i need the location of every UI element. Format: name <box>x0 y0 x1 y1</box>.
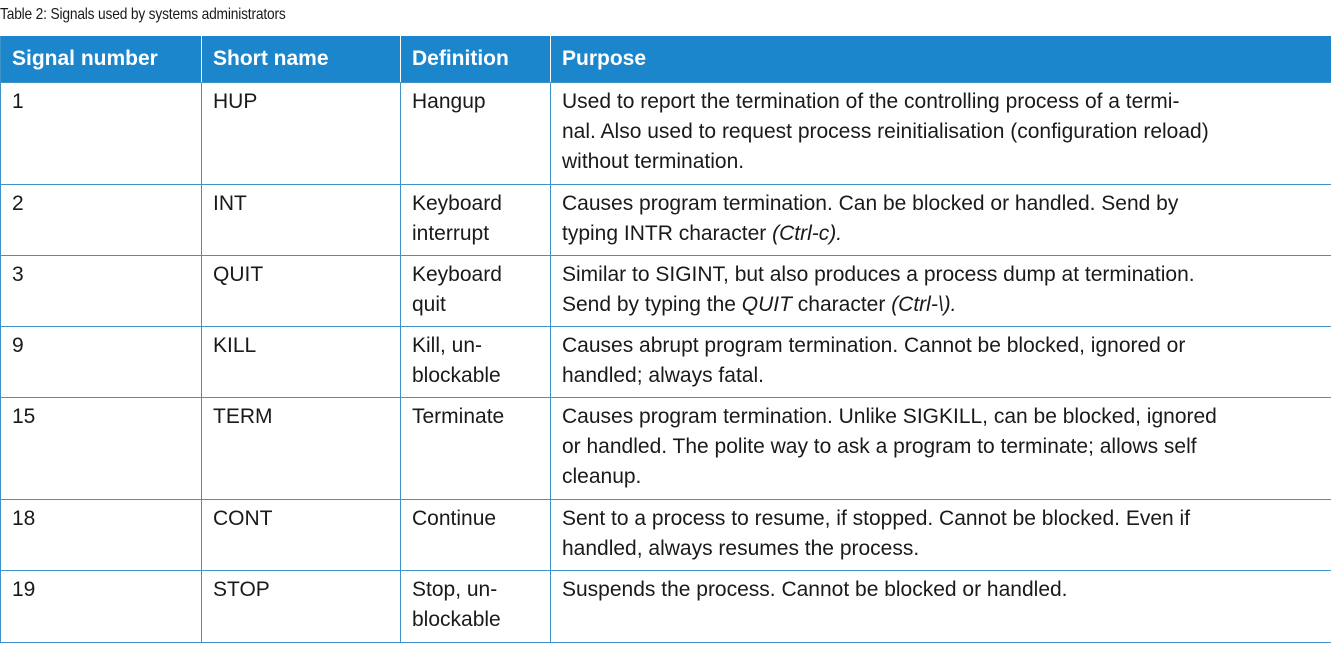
column-header-signal-number: Signal number <box>1 36 202 83</box>
short-name-cell: STOP <box>202 571 401 643</box>
table-row <box>1 83 1331 185</box>
signal-number-cell: 1 <box>1 83 202 185</box>
purpose-cell <box>551 571 1331 643</box>
definition-cell <box>401 398 551 500</box>
character-name-text: QUIT <box>741 293 792 316</box>
purpose-line: handled, always resumes the process. <box>562 537 920 560</box>
purpose-line: handled; always fatal. <box>562 364 764 387</box>
definition-cell <box>401 256 551 327</box>
purpose-line: Suspends the process. Cannot be blocked or handled. <box>562 578 1068 601</box>
definition-line: interrupt <box>412 222 490 245</box>
purpose-text: Send by typing the <box>562 293 742 316</box>
purpose-line: or handled. The polite way to ask a program to terminate; allows self <box>562 435 1197 458</box>
purpose-line: without termination. <box>562 150 745 173</box>
definition-line: Hangup <box>412 90 486 113</box>
definition-line: quit <box>412 293 446 316</box>
definition-line: blockable <box>412 364 501 387</box>
purpose-text: typing INTR character <box>562 222 773 245</box>
table-row <box>1 256 1331 327</box>
definition-line: blockable <box>412 608 501 631</box>
purpose-line: Sent to a process to resume, if stopped. Cannot be blocked. Even if <box>562 507 1191 530</box>
signal-number-cell: 2 <box>1 185 202 256</box>
short-name-cell: CONT <box>202 500 401 571</box>
purpose-cell <box>551 256 1331 327</box>
purpose-cell <box>551 327 1331 398</box>
purpose-line: Causes abrupt program termination. Cannot be blocked, ignored or <box>562 334 1186 357</box>
purpose-cell <box>551 185 1331 256</box>
purpose-line: Causes program termination. Can be blocked or handled. Send by <box>562 192 1179 215</box>
signal-number-cell: 18 <box>1 500 202 571</box>
signal-number-cell: 19 <box>1 571 202 643</box>
table-row <box>1 500 1331 571</box>
table-row <box>1 398 1331 500</box>
purpose-cell <box>551 83 1331 185</box>
purpose-line: Used to report the termination of the controlling process of a termi- <box>562 90 1180 113</box>
purpose-cell <box>551 398 1331 500</box>
purpose-cell <box>551 500 1331 571</box>
short-name-cell: QUIT <box>202 256 401 327</box>
shortcut-text: (Ctrl-\). <box>891 293 957 316</box>
signals-table <box>0 36 1331 643</box>
definition-line: Keyboard <box>412 263 502 286</box>
purpose-line: Causes program termination. Unlike SIGKILL, can be blocked, ignored <box>562 405 1217 428</box>
purpose-line: nal. Also used to request process reinitialisation (configuration reload) <box>562 120 1209 143</box>
short-name-cell: HUP <box>202 83 401 185</box>
definition-cell <box>401 327 551 398</box>
short-name-cell: INT <box>202 185 401 256</box>
definition-line: Stop, un- <box>412 578 498 601</box>
definition-line: Continue <box>412 507 497 530</box>
column-header-short-name: Short name <box>202 36 401 83</box>
header-row <box>1 36 1331 83</box>
purpose-line: Similar to SIGINT, but also produces a process dump at termination. <box>562 263 1195 286</box>
signal-number-cell: 15 <box>1 398 202 500</box>
short-name-cell: TERM <box>202 398 401 500</box>
definition-cell <box>401 83 551 185</box>
purpose-line: cleanup. <box>562 465 642 488</box>
shortcut-text: (Ctrl-c). <box>772 222 843 245</box>
table-caption: Table 2: Signals used by systems administrators <box>0 6 286 23</box>
definition-line: Kill, un- <box>412 334 483 357</box>
table-row <box>1 571 1331 643</box>
table-row <box>1 185 1331 256</box>
definition-cell <box>401 185 551 256</box>
column-header-definition: Definition <box>401 36 551 83</box>
definition-cell <box>401 500 551 571</box>
signal-number-cell: 9 <box>1 327 202 398</box>
definition-cell <box>401 571 551 643</box>
signal-number-cell: 3 <box>1 256 202 327</box>
definition-line: Terminate <box>412 405 505 428</box>
definition-line: Keyboard <box>412 192 502 215</box>
table-row <box>1 327 1331 398</box>
column-header-purpose: Purpose <box>551 36 1331 83</box>
purpose-text: character <box>791 293 892 316</box>
short-name-cell: KILL <box>202 327 401 398</box>
